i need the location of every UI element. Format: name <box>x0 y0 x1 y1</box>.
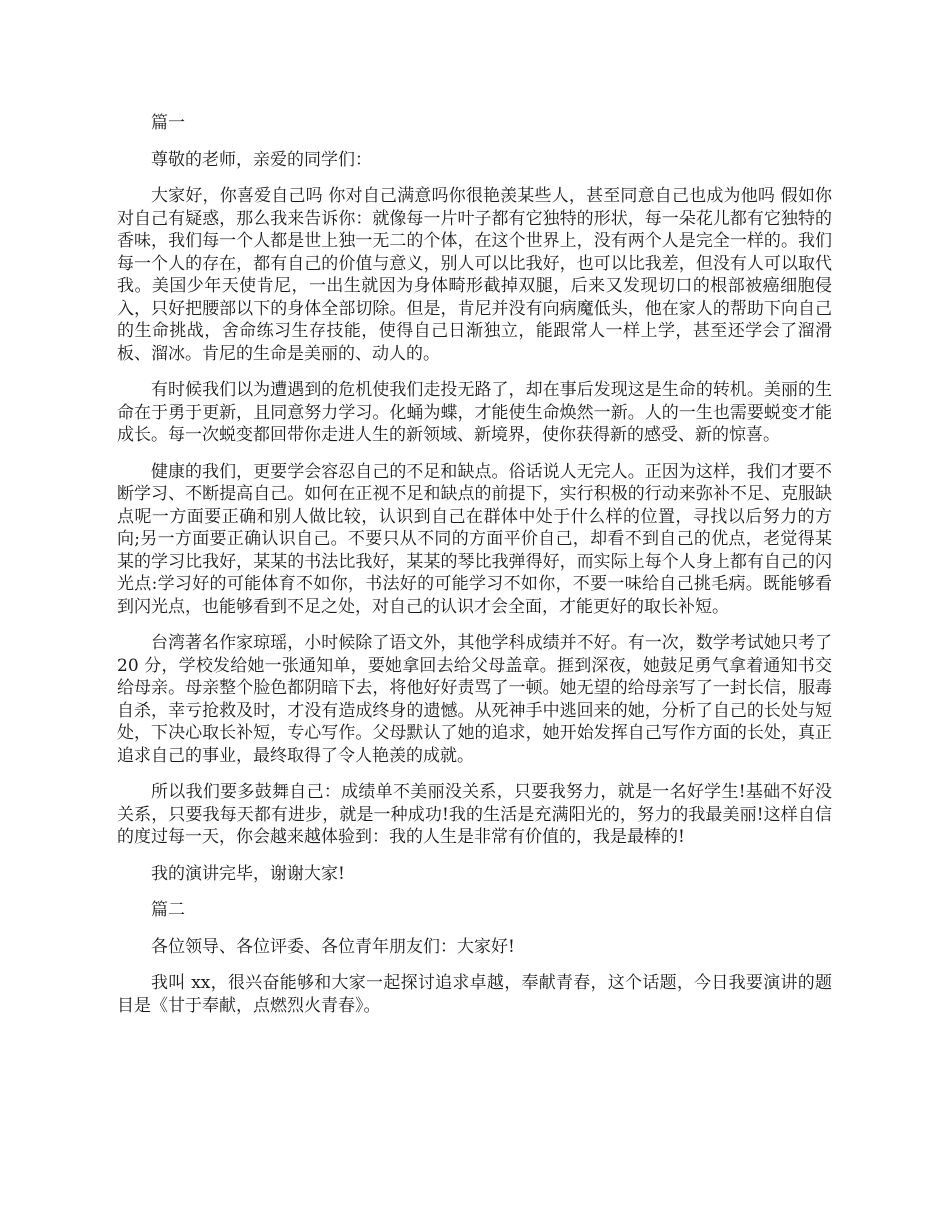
document-body <box>117 112 832 1031</box>
closing-line: 我的演讲完毕，谢谢大家! <box>151 863 345 884</box>
paragraph: 台湾著名作家琼瑶，小时候除了语文外，其他学科成绩并不好。有一次，数学考试她只考了 20 分，学校发给她一张通知单，要她拿回去给父母盖章。捱到深夜，她鼓足勇气拿着通知书交给母亲。母亲整个脸色都阴暗下去，将他好好责骂了一顿。她无望的给母亲写了一封长信，服毒自杀，幸亏抢救及时，才没有造成终身的遗憾。从死神手中逃回来的她，分析了自己的长处与短处，下决心取长补短，专心写作。父母默认了她的追求，她开始发挥自己写作方面的长处，真正追求自己的事业，最终取得了令人艳羡的成就。 <box>117 633 832 766</box>
paragraph: 有时候我们以为遭遇到的危机使我们走投无路了，却在事后发现这是生命的转机。美丽的生命在于勇于更新，且同意努力学习。化蛹为蝶，才能使生命焕然一新。人的一生也需要蜕变才能成长。每一次蜕变都回带你走进人生的新领域、新境界，使你获得新的感受、新的惊喜。 <box>117 380 832 445</box>
salutation-1: 尊敬的老师，亲爱的同学们： <box>151 149 372 170</box>
paragraph: 所以我们要多鼓舞自己：成绩单不美丽没关系，只要我努力，就是一名好学生!基础不好没关系，只要我每天都有进步，就是一种成功!我的生活是充满阳光的，努力的我最美丽!这样自信的度过每一天，你会越来越体验到：我的人生是非常有价值的，我是最棒的! <box>117 782 832 847</box>
salutation-2: 各位领导、各位评委、各位青年朋友们：大家好! <box>151 936 515 957</box>
paragraph: 大家好，你喜爱自己吗 你对自己满意吗你很艳羡某些人，甚至同意自己也成为他吗 假如你对自己有疑惑，那么我来告诉你：就像每一片叶子都有它独特的形状，每一朵花儿都有它独特的香味，我们每一个人都是世上独一无二的个体，在这个世界上，没有两个人是完全一样的。我们每一个人的存在，都有自己的价值与意义，别人可以比我好，也可以比我差，但没有人可以取代我。美国少年天使肯尼，一出生就因为身体畸形截掉双腿，后来又发现切口的根部被癌细胞侵入，只好把腰部以下的身体全部切除。但是，肯尼并没有向病魔低头，他在家人的帮助下向自己的生命挑战，舍命练习生存技能，使得自己日渐独立，能跟常人一样上学，甚至还学会了溜滑板、溜冰。肯尼的生命是美丽的、动人的。 <box>117 186 832 364</box>
paragraph: 健康的我们，更要学会容忍自己的不足和缺点。俗话说人无完人。正因为这样，我们才要不断学习、不断提高自己。如何在正视不足和缺点的前提下，实行积极的行动来弥补不足、克服缺点呢一方面要正确和别人做比较，认识到自己在群体中处于什么样的位置，寻找以后努力的方向;另一方面要正确认识自己。不要只从不同的方面平价自己，却看不到自己的优点，老觉得某某的学习比我好，某某的书法比我好，某某的琴比我弹得好，而实际上每个人身上都有自己的闪光点:学习好的可能体育不如你，书法好的可能学习不如你，不要一味给自己挑毛病。既能够看到闪光点，也能够看到不足之处，对自己的认识才会全面，才能更好的取长补短。 <box>117 461 832 617</box>
section-heading-2: 篇二 <box>151 900 185 920</box>
paragraph: 我叫 xx，很兴奋能够和大家一起探讨追求卓越，奉献青春，这个话题，今日我要演讲的题目是《甘于奉献，点燃烈火青春》。 <box>117 973 832 1016</box>
section-heading-1: 篇一 <box>151 113 185 133</box>
